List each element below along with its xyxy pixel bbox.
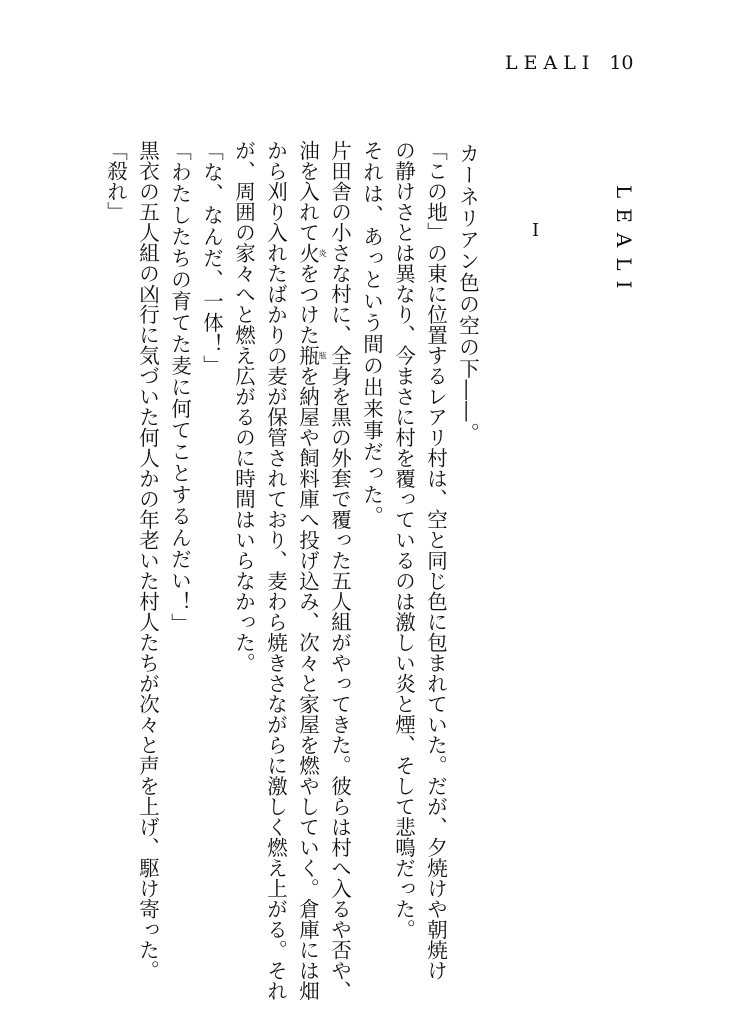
text-line-7: から刈り入れたばかりの麦が保管されており、麦わら焼きさながらに激しく燃え上がる。それ — [263, 140, 288, 1001]
text-line-6 — [297, 140, 327, 1001]
text-line-6-part3: を納屋や飼料庫へ投げ込み、次々と家屋を燃やしていく。倉庫には畑 — [295, 365, 320, 1001]
ruby-hi-reading: 炎 — [318, 242, 327, 263]
page-number: 10 — [609, 52, 634, 74]
text-line-3: の静けさとは異なり、今まさに村を覆っているのは激しい炎と煙、そして悲鳴だった。 — [391, 140, 416, 940]
text-line-6-part2: をつけた — [295, 263, 320, 345]
text-line-9: 「な、なんだ、一体！」 — [199, 140, 224, 377]
running-header-title: LEALI — [505, 52, 596, 74]
book-title: LEALI — [612, 185, 636, 299]
text-line-8: が、周囲の家々へと燃え広がるのに時間はいらなかった。 — [231, 140, 256, 673]
chapter-number: Ⅰ — [525, 220, 546, 241]
ruby-bin — [295, 345, 327, 366]
ruby-hi — [295, 242, 327, 264]
text-line-5: 片田舎の小さな村に、全身を黒の外套で覆った五人組がやってきた。彼らは村へ入るや否や、 — [327, 140, 352, 1001]
text-line-1: カーネリアン色の空の下――。 — [455, 143, 480, 444]
text-line-10: 「わたしたちの育てた麦に何てことするんだい！」 — [167, 140, 192, 635]
running-header — [505, 52, 634, 74]
text-line-2: 「この地」の東に位置するレアリ村は、空と同じ色に包まれていた。だが、夕焼けや朝焼け — [423, 140, 448, 981]
text-line-6-part1: 油を入れて — [295, 140, 320, 243]
text-line-11: 黒衣の五人組の凶行に気づいた何人かの年老いた村人たちが次々と声を上げ、駆け寄った。 — [135, 140, 160, 981]
ruby-bin-base: 瓶 — [295, 345, 320, 366]
ruby-hi-base: 火 — [295, 242, 320, 263]
ruby-bin-reading: 瓶 — [318, 345, 327, 366]
text-line-4: それは、あっという間の出来事だった。 — [359, 140, 384, 527]
text-line-12: 「殺れ」 — [103, 140, 128, 222]
